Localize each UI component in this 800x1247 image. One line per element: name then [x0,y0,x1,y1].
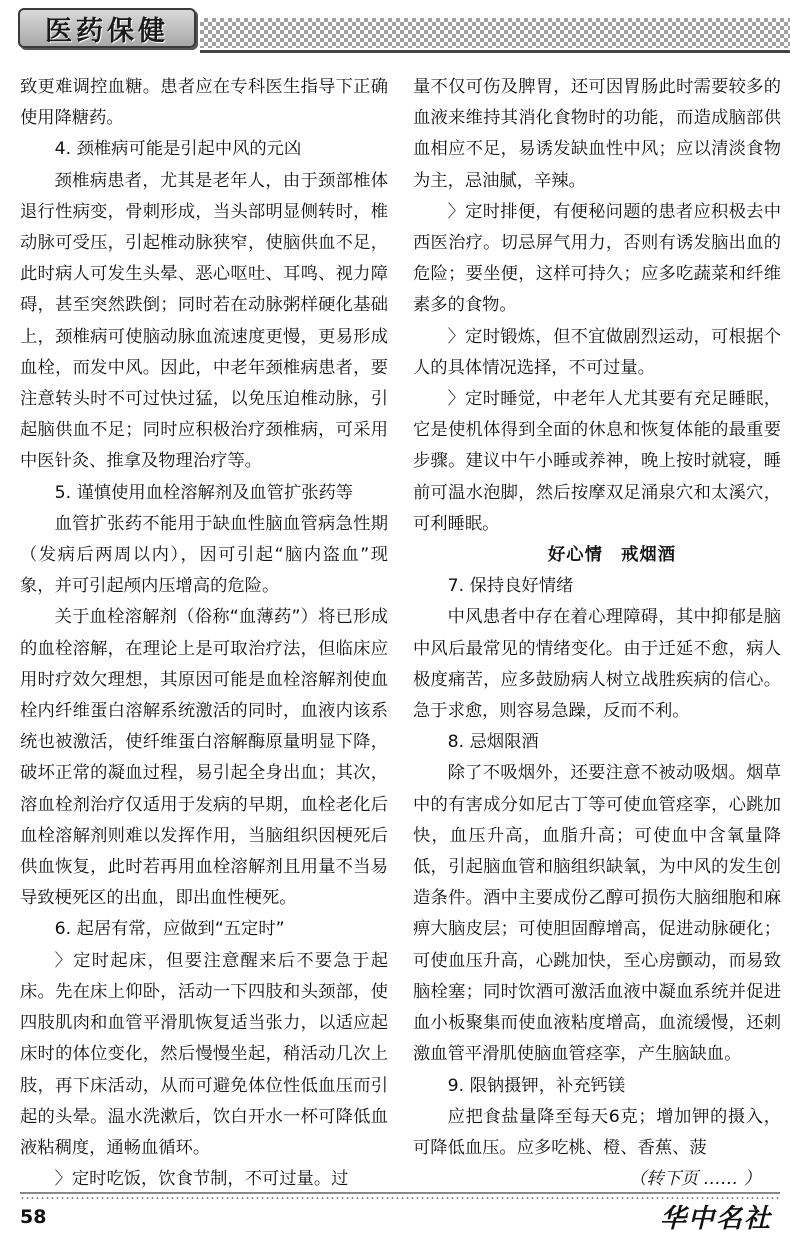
subheading-4: 4. 颈椎病可能是引起中风的元凶 [54,139,302,160]
paragraph: 致更难调控血糖。患者应在专科医生指导下正确使用降糖药。 [20,77,388,129]
subheading-7: 7. 保持良好情绪 [447,576,574,597]
left-column [20,72,388,1195]
paragraph: 〉定时吃饭，饮食节制，不可过量。过 [54,1169,349,1190]
header-rule [200,50,790,53]
paragraph: 颈椎病患者，尤其是老年人，由于颈部椎体退行性病变，骨刺形成，当头部明显侧转时，椎动脉可受压，引起椎动脉狭窄，使脑供血不足，此时病人可发生头晕、恶心呕吐、耳鸣、视力障碍，甚至突然跌倒；同时若在动脉粥样硬化基础上，颈椎病可使脑动脉血流速度更慢，更易形成血栓，而发中风。因此，中老年颈椎病患者，要注意转头时不可过快过猛，以免压迫椎动脉，引起脑供血不足；同时应积极治疗颈椎病，可采用中医针灸、推拿及物理治疗等。 [20,170,388,472]
subheading-9: 9. 限钠摄钾，补充钙镁 [447,1075,626,1096]
magazine-logo: 华中名社 [660,1204,773,1234]
paragraph: 〉定时排便，有便秘问题的患者应积极去中西医治疗。切忌屏气用力，否则有诱发脑出血的危险；要坐便，这样可持久；应多吃蔬菜和纤维素多的食物。 [413,201,781,316]
page-number: 58 [20,1206,47,1228]
subheading-8: 8. 忌烟限酒 [447,732,539,753]
paragraph: 血管扩张药不能用于缺血性脑血管病急性期（发病后两周以内），因可引起“脑内盗血”现象，并可引起颅内压增高的危险。 [20,513,388,597]
subheading-6: 6. 起居有常，应做到“五定时” [54,919,285,940]
paragraph: 中风患者中存在着心理障碍，其中抑郁是脑中风后最常见的情绪变化。由于迁延不愈，病人极度痛苦，应多鼓励病人树立战胜疾病的信心。急于求愈，则容易急躁，反而不利。 [413,607,781,722]
paragraph: 应把食盐量降至每天6克；增加钾的摄入，可降低血压。应多吃桃、橙、香蕉、菠 [413,1106,781,1158]
section-tab-title: 医药保健 [45,15,169,47]
subheading-5: 5. 谨慎使用血栓溶解剂及血管扩张药等 [54,482,354,503]
paragraph: 除了不吸烟外，还要注意不被动吸烟。烟草中的有害成分如尼古丁等可使血管痉挛，心跳加快，血压升高，血脂升高；可使血中含氧量降低，引起脑血管和脑组织缺氧，为中风的发生创造条件。酒中主要成份乙醇可损伤大脑细胞和麻痹大脑皮层；可使胆固醇增高，促进动脉硬化；可使血压升高，心跳加快，至心房颤动，而易致脑栓塞；同时饮酒可激活血液中凝血系统并促进血小板聚集而使血液粘度增高，血流缓慢，还刺激血管平滑肌使脑血管痉挛，产生脑缺血。 [413,763,781,1065]
header-checker-pattern [200,18,790,48]
footer-rule [20,1192,780,1194]
section-title: 好心情 戒烟酒 [548,545,676,566]
section-tab [18,8,196,48]
paragraph: 〉定时睡觉，中老年人尤其要有充足睡眠，它是使机体得到全面的休息和恢复体能的最重要步骤。建议中午小睡或养神，晚上按时就寝，睡前可温水泡脚，然后按摩双足涌泉穴和太溪穴，可利睡眠。 [413,389,781,534]
paragraph: 关于血栓溶解剂（俗称“血薄药”）将已形成的血栓溶解，在理论上是可取治疗法，但临床应用时疗效欠理想，其原因可能是血栓溶解剂使血栓内纤维蛋白溶解系统激活的同时，血液内该系统也被激活，使纤维蛋白溶解酶原量明显下降，破坏正常的凝血过程，易引起全身出血；其次，溶血栓剂治疗仅适用于发病的早期，血栓老化后血栓溶解剂则难以发挥作用，当脑组织因梗死后供血恢复，此时若再用血栓溶解剂且用量不当易导致梗死区的出血，即出血性梗死。 [20,607,388,909]
continued-note: （转下页 …… ） [629,1169,761,1190]
right-column [413,72,781,1195]
paragraph: 〉定时锻炼，但不宜做剧烈运动，可根据个人的具体情况选择，不可过量。 [413,326,781,378]
page-header [0,0,800,62]
paragraph: 〉定时起床，但要注意醒来后不要急于起床。先在床上仰卧，活动一下四肢和头颈部，使四肢肌肉和血管平滑肌恢复适当张力，以适应起床时的体位变化，然后慢慢坐起，稍活动几次上肢，再下床活动，从而可避免体位性低血压而引起的头晕。温水洗漱后，饮白开水一杯可降低血液粘稠度，通畅血循环。 [20,950,388,1158]
paragraph: 量不仅可伤及脾胃，还可因胃肠此时需要较多的血液来维持其消化食物时的功能，而造成脑部供血相应不足，易诱发缺血性中风；应以清淡食物为主，忌油腻，辛辣。 [413,77,781,191]
